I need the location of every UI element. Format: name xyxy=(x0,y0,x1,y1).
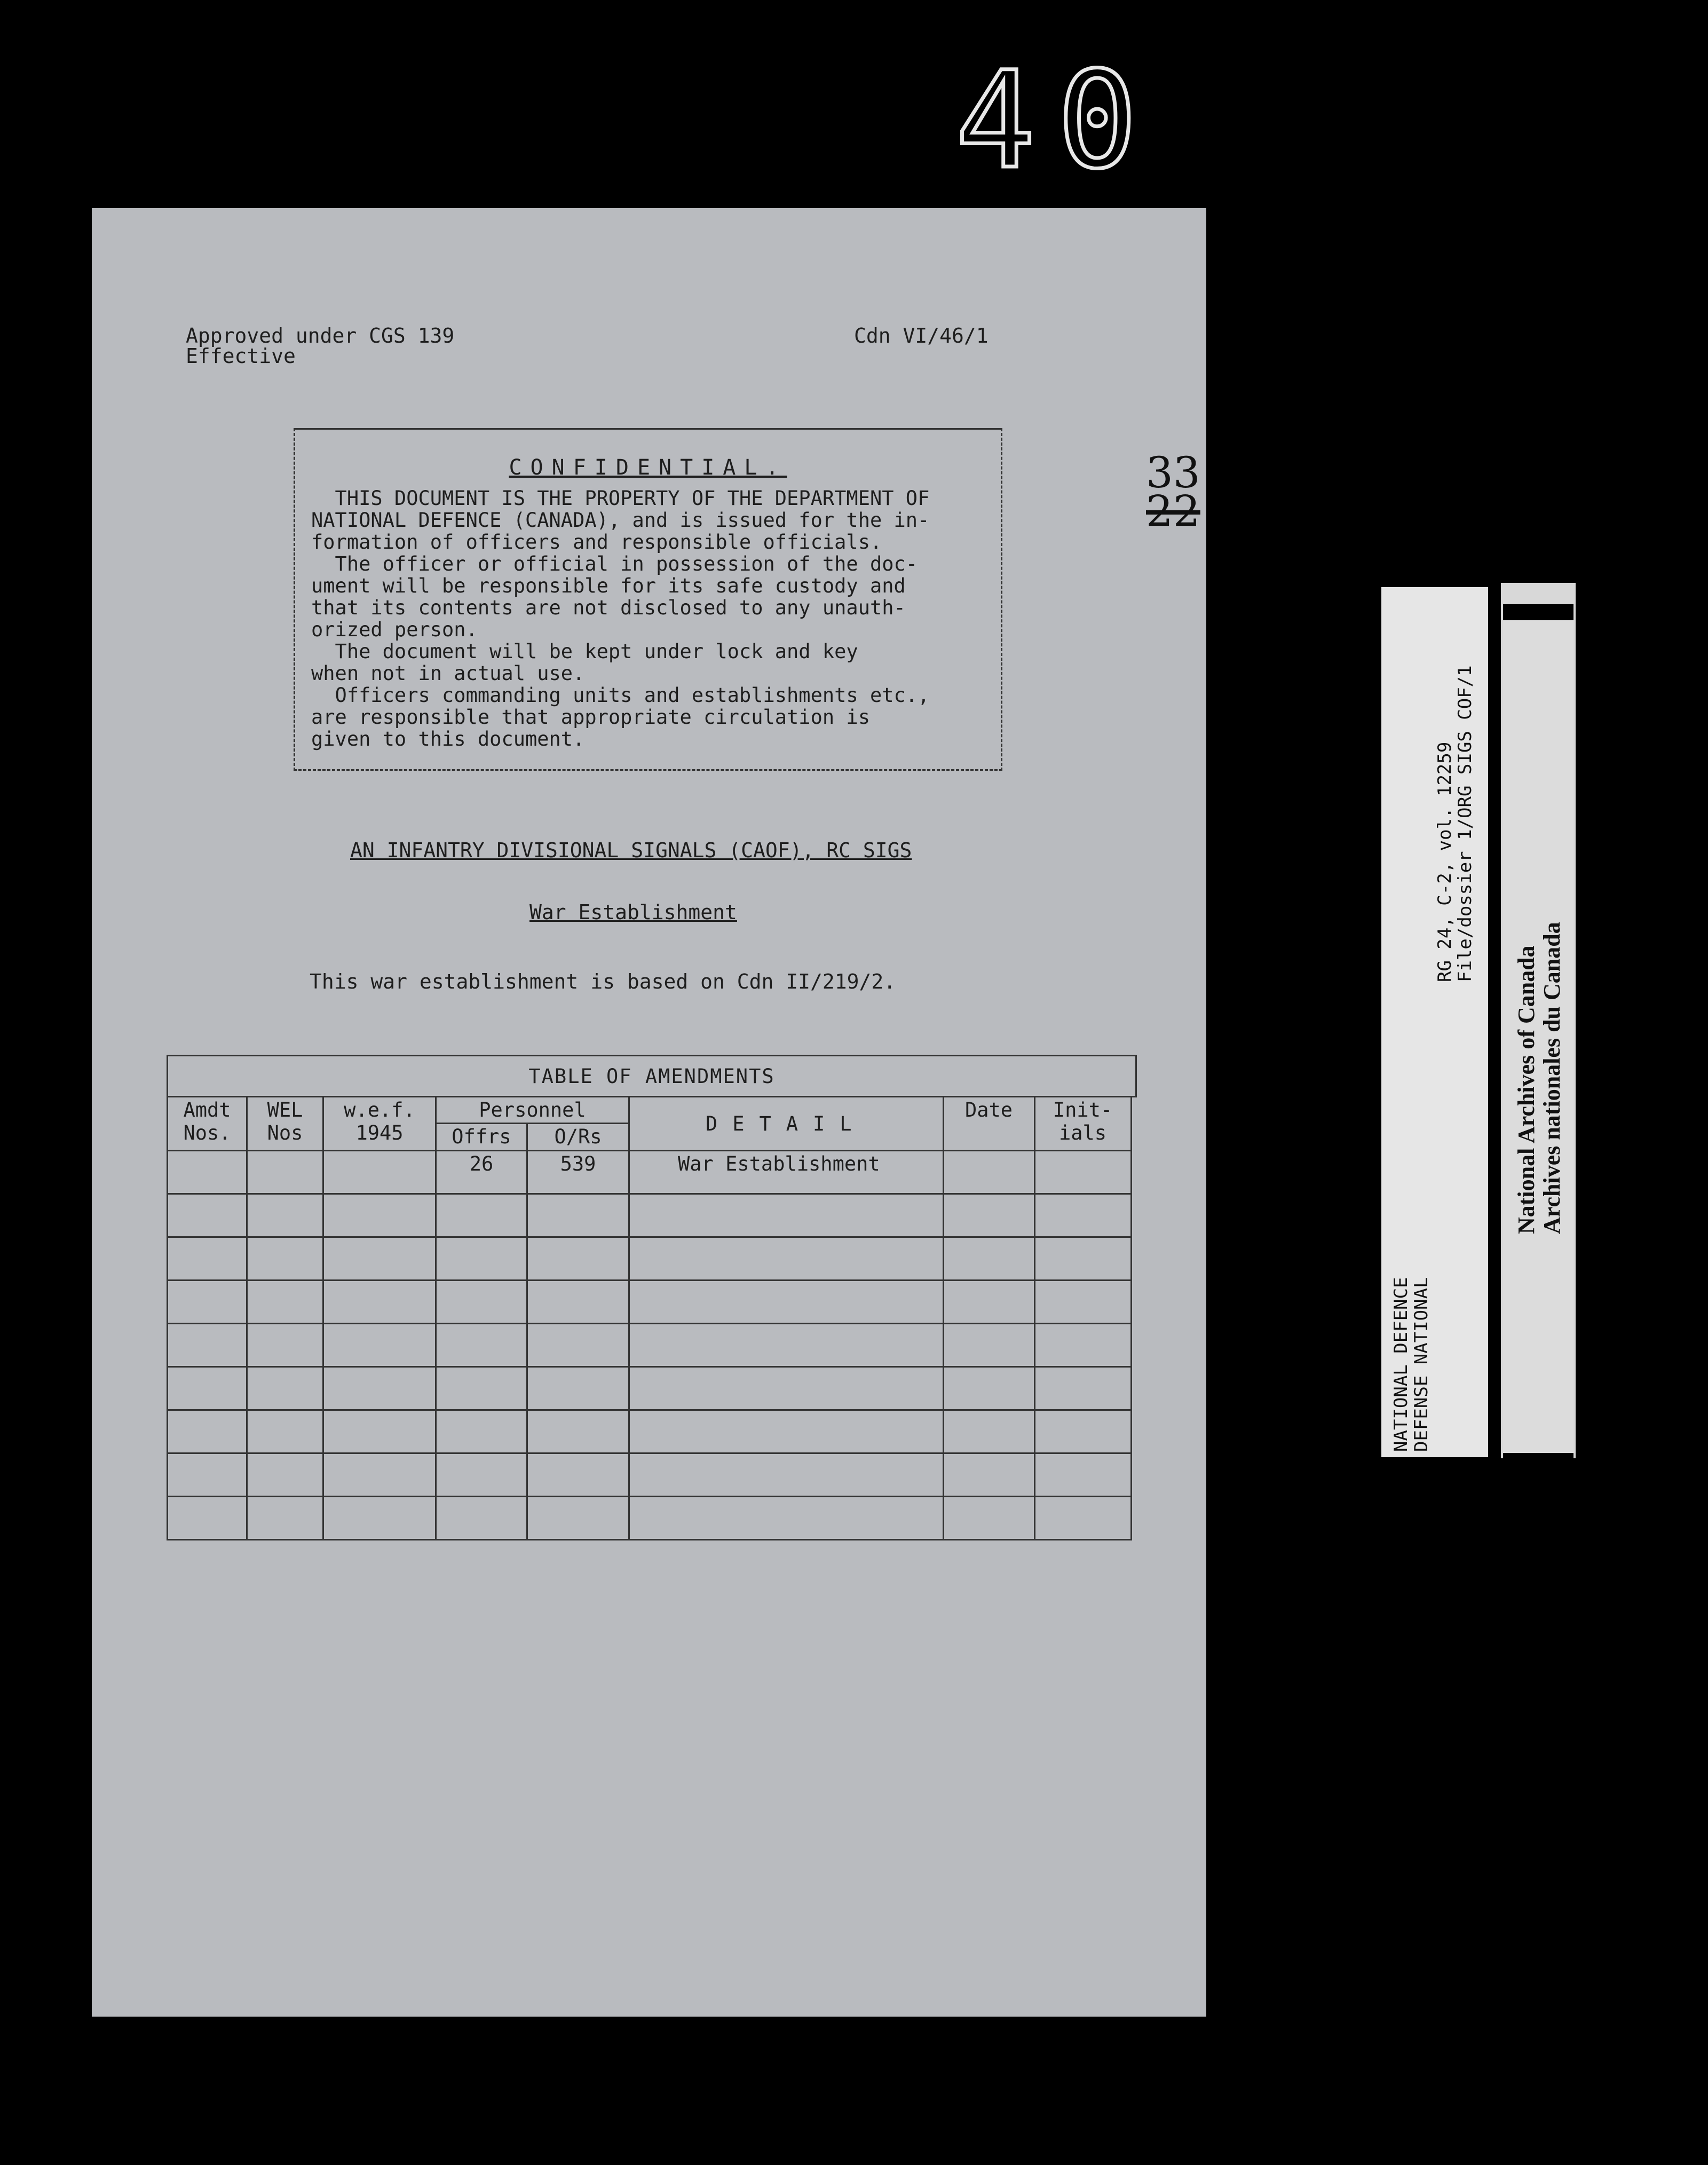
notice-line: orized person. xyxy=(311,618,478,641)
notice-line: The officer or official in possession of the doc- xyxy=(311,552,918,575)
table-row xyxy=(168,1410,1136,1453)
file-reference xyxy=(1435,665,1475,982)
table-cell xyxy=(168,1151,247,1194)
col-wef xyxy=(323,1097,436,1151)
col-amdt-label: Nos. xyxy=(183,1121,231,1144)
effective-text: Effective xyxy=(186,344,296,368)
row1-offrs: 26 xyxy=(436,1151,527,1194)
notice-line: formation of officers and responsible officials. xyxy=(311,531,882,554)
archives-line: National Archives of Canada xyxy=(1513,945,1539,1234)
table-row xyxy=(168,1281,1136,1324)
page-number-current: 33 xyxy=(1146,448,1200,497)
row1-detail: War Establishment xyxy=(629,1151,944,1194)
col-detail: DETAIL xyxy=(629,1097,944,1151)
file-ref-line: File/dossier 1/ORG SIGS COF/1 xyxy=(1454,665,1476,982)
col-wef-label: w.e.f. xyxy=(344,1099,415,1121)
col-offrs: Offrs xyxy=(436,1124,527,1151)
department-line: NATIONAL DEFENCE xyxy=(1390,1277,1412,1452)
col-wel-nos xyxy=(247,1097,323,1151)
reference-number: Cdn VI/46/1 xyxy=(854,324,989,347)
department-line: DEFENSE NATIONAL xyxy=(1411,1277,1432,1452)
archives-label xyxy=(1514,922,1565,1234)
col-wef-label: 1945 xyxy=(355,1121,404,1144)
table-cell xyxy=(943,1151,1034,1194)
notice-line: given to this document. xyxy=(311,728,585,750)
basis-statement: This war establishment is based on Cdn II/219/2. xyxy=(310,970,896,993)
notice-line: ument will be responsible for its safe custody and xyxy=(311,574,906,597)
col-ors: O/Rs xyxy=(527,1124,629,1151)
table-cell xyxy=(247,1151,323,1194)
archives-line: Archives nationales du Canada xyxy=(1539,922,1565,1234)
confidential-title: CONFIDENTIAL. xyxy=(509,455,787,480)
row1-ors: 539 xyxy=(527,1151,629,1194)
table-row xyxy=(168,1237,1136,1281)
table-cell xyxy=(323,1151,436,1194)
notice-line: are responsible that appropriate circulation is xyxy=(311,706,870,729)
col-initials-label: Init- xyxy=(1053,1099,1113,1121)
approved-text: Approved under CGS 139 xyxy=(186,324,455,347)
file-ref-line: RG 24, C-2, vol. 12259 xyxy=(1434,741,1456,982)
col-amdt-label: Amdt xyxy=(183,1099,231,1121)
table-row xyxy=(168,1324,1136,1367)
col-wel-label: WEL xyxy=(267,1099,303,1121)
amendments-table xyxy=(167,1055,1137,1540)
notice-line: that its contents are not disclosed to any unauth- xyxy=(311,596,906,619)
document-page xyxy=(92,208,1206,2017)
frame-number: 40 xyxy=(955,43,1159,198)
col-initials xyxy=(1034,1097,1131,1151)
table-row xyxy=(168,1151,1136,1194)
col-personnel: Personnel xyxy=(436,1097,629,1124)
page-number-struck: 22 xyxy=(1146,486,1200,536)
table-cell xyxy=(1034,1151,1131,1194)
col-initials-label: ials xyxy=(1058,1121,1107,1144)
notice-line: when not in actual use. xyxy=(311,662,585,685)
handwritten-page-number xyxy=(1146,448,1200,536)
table-caption: TABLE OF AMENDMENTS xyxy=(168,1056,1136,1097)
spacer-cell xyxy=(1131,1097,1136,1151)
table-row xyxy=(168,1453,1136,1497)
table-row xyxy=(168,1367,1136,1410)
col-wel-label: Nos xyxy=(267,1121,303,1144)
confidential-notice xyxy=(294,428,1002,771)
notice-line: NATIONAL DEFENCE (CANADA), and is issued for the in- xyxy=(311,509,930,532)
col-date: Date xyxy=(943,1097,1034,1151)
department-label xyxy=(1391,1277,1432,1452)
archive-label-strip xyxy=(1381,587,1488,1457)
confidential-body xyxy=(311,487,929,750)
notice-line: Officers commanding units and establishments etc., xyxy=(311,684,930,707)
notice-line: THIS DOCUMENT IS THE PROPERTY OF THE DEPARTMENT OF xyxy=(311,487,930,510)
spacer-cell xyxy=(1131,1151,1136,1194)
col-amdt-nos xyxy=(168,1097,247,1151)
archives-canada-strip xyxy=(1501,583,1576,1458)
notice-line: The document will be kept under lock and key xyxy=(311,640,858,663)
document-subtitle: War Establishment xyxy=(529,900,737,924)
table-row xyxy=(168,1194,1136,1237)
document-title: AN INFANTRY DIVISIONAL SIGNALS (CAOF), RC SIGS xyxy=(350,839,912,862)
table-row xyxy=(168,1497,1136,1540)
